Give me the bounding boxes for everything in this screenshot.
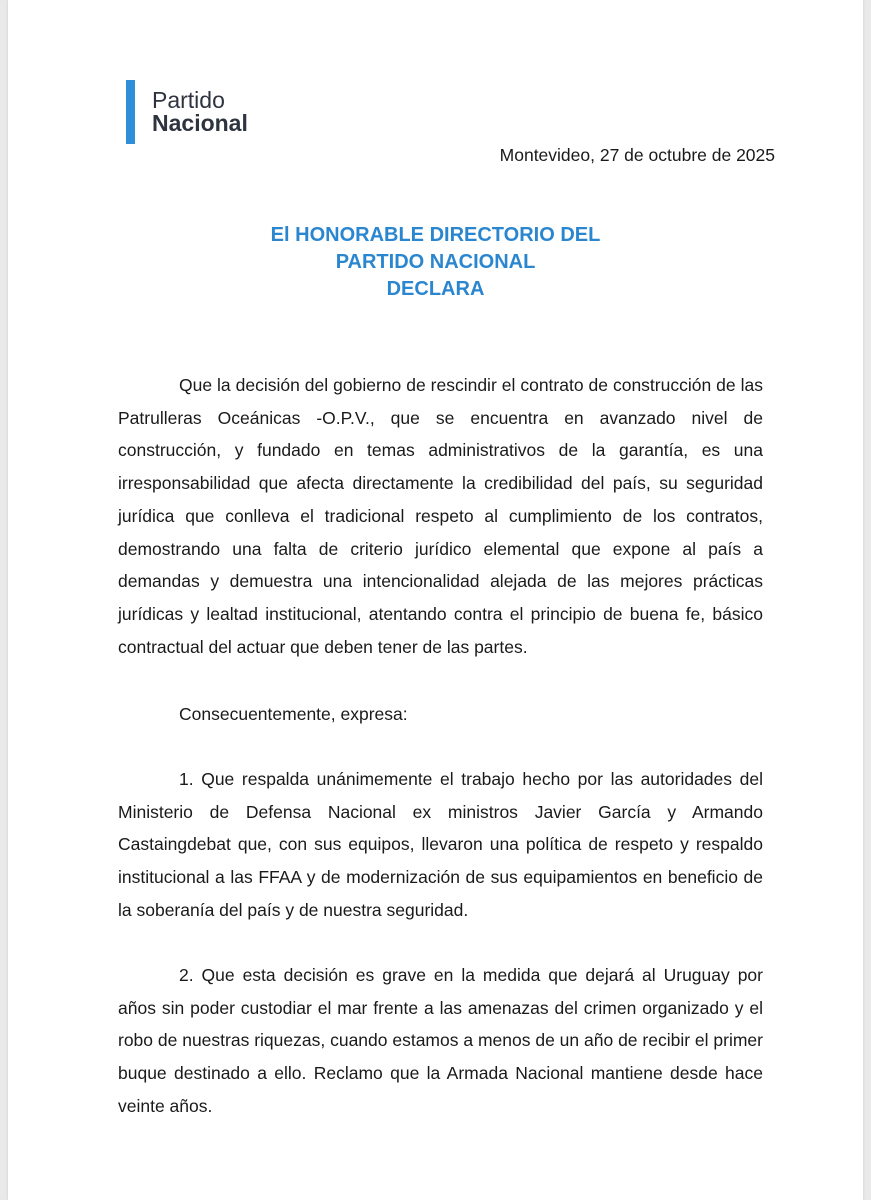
title-line-3: DECLARA: [386, 278, 485, 300]
logo-line-nacional: Nacional: [152, 110, 248, 136]
document-date: Montevideo, 27 de octubre de 2025: [499, 145, 775, 165]
point-2-text: 2. Que esta decisión es grave en la medida que dejará al Uruguay por años sin poder custodiar el mar frente a las amenazas del crimen organizado y el robo de nuestras riquezas, cuando estamos a menos de un año de recibir el primer buque destinado a ello. Reclamo que la Armada Nacional mantiene desde hace veinte años.: [118, 965, 763, 1116]
title-line-1: El HONORABLE DIRECTORIO DEL: [270, 224, 601, 246]
consecuentemente-paragraph: [118, 698, 763, 731]
logo-bar: [126, 80, 135, 144]
point-1-text: 1. Que respalda unánimemente el trabajo hecho por las autoridades del Ministerio de Defensa Nacional ex ministros Javier García y Armando Castaingdebat que, con sus equipos, llevaron una política de respeto y respaldo institucional a las FFAA y de modernización de sus equipamientos en beneficio de la soberanía del país y de nuestra seguridad.: [118, 769, 763, 920]
declaration-title: [8, 222, 863, 303]
document-page: [8, 0, 863, 1200]
consecuentemente-text: Consecuentemente, expresa:: [179, 704, 408, 724]
intro-paragraph-text: Que la decisión del gobierno de rescindir el contrato de construcción de las Patrulleras Oceánicas -O.P.V., que se encuentra en avanzado nivel de construcción, y fundado en temas administrativos de la garantía, es una irresponsabilidad que afecta directamente la credibilidad del país, su seguridad jurídica que conlleva el tradicional respeto al cumplimiento de los contratos, demostrando una falta de criterio jurídico elemental que expone al país a demandas y demuestra una intencionalidad alejada de las mejores prácticas jurídicas y lealtad institucional, atentando contra el principio de buena fe, básico contractual del actuar que deben tener de las partes.: [118, 375, 763, 657]
logo-line-partido: Partido: [152, 86, 225, 113]
point-2-paragraph: [118, 959, 763, 1123]
title-line-2: PARTIDO NACIONAL: [335, 251, 536, 273]
party-logo: [126, 80, 248, 144]
intro-paragraph: [118, 369, 763, 663]
logo-text: [152, 80, 248, 144]
point-1-paragraph: [118, 763, 763, 927]
